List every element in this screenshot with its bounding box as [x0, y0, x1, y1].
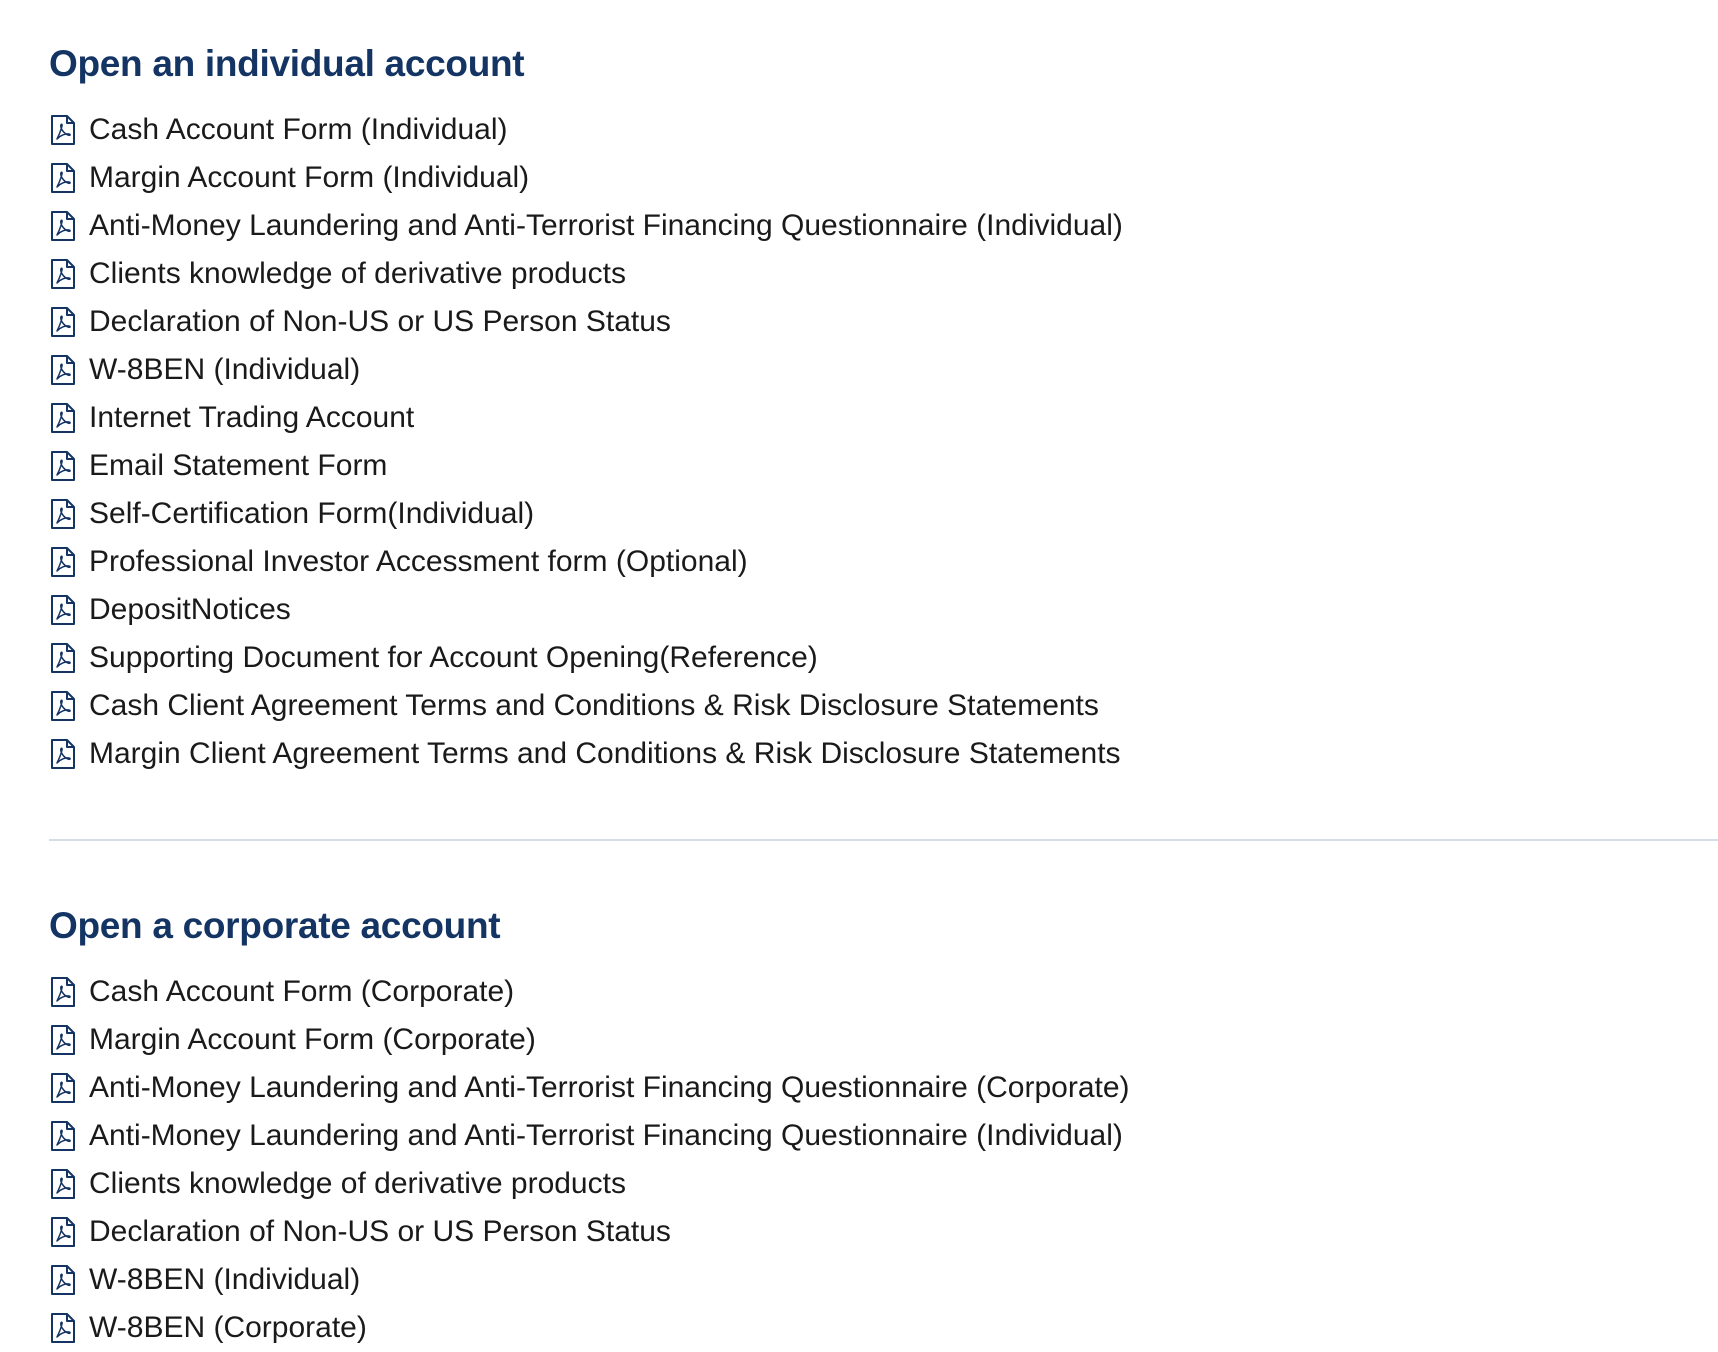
- document-link-label[interactable]: Margin Account Form (Corporate): [89, 1023, 536, 1056]
- pdf-icon: [49, 210, 77, 242]
- document-link-label[interactable]: Cash Client Agreement Terms and Conditions & Risk Disclosure Statements: [89, 689, 1099, 722]
- pdf-icon: [49, 1264, 77, 1296]
- document-link[interactable]: [49, 968, 1718, 1016]
- document-link[interactable]: [49, 1208, 1718, 1256]
- pdf-icon: [49, 450, 77, 482]
- document-link[interactable]: [49, 538, 1718, 586]
- document-link-label[interactable]: Professional Investor Accessment form (Optional): [89, 545, 748, 578]
- pdf-icon: [49, 642, 77, 674]
- pdf-icon: [49, 738, 77, 770]
- section-divider: [49, 839, 1718, 841]
- document-link[interactable]: [49, 154, 1718, 202]
- document-link[interactable]: [49, 1160, 1718, 1208]
- document-link[interactable]: [49, 730, 1718, 778]
- pdf-icon: [49, 546, 77, 578]
- pdf-icon: [49, 690, 77, 722]
- document-link-label[interactable]: W-8BEN (Individual): [89, 1263, 361, 1296]
- document-link-label[interactable]: Margin Client Agreement Terms and Conditions & Risk Disclosure Statements: [89, 737, 1121, 770]
- document-link[interactable]: [49, 1064, 1718, 1112]
- pdf-icon: [49, 258, 77, 290]
- document-link-label[interactable]: Cash Account Form (Individual): [89, 113, 508, 146]
- pdf-icon: [49, 1072, 77, 1104]
- document-link-label[interactable]: Supporting Document for Account Opening(Reference): [89, 641, 818, 674]
- document-link-label[interactable]: Email Statement Form: [89, 449, 388, 482]
- pdf-icon: [49, 1120, 77, 1152]
- document-link[interactable]: [49, 490, 1718, 538]
- document-link-label[interactable]: Anti-Money Laundering and Anti-Terrorist Financing Questionnaire (Individual): [89, 209, 1123, 242]
- document-link[interactable]: [49, 250, 1718, 298]
- document-link-label[interactable]: Declaration of Non-US or US Person Status: [89, 1215, 671, 1248]
- document-link[interactable]: [49, 682, 1718, 730]
- pdf-icon: [49, 1024, 77, 1056]
- section-title-corporate: Open a corporate account: [49, 905, 501, 946]
- pdf-icon: [49, 114, 77, 146]
- pdf-icon: [49, 1168, 77, 1200]
- document-link-label[interactable]: Self-Certification Form(Individual): [89, 497, 535, 530]
- document-link-label[interactable]: W-8BEN (Individual): [89, 353, 361, 386]
- pdf-icon: [49, 402, 77, 434]
- document-link[interactable]: [49, 106, 1718, 154]
- document-link[interactable]: [49, 346, 1718, 394]
- document-list-individual: [49, 106, 1718, 778]
- document-link[interactable]: [49, 394, 1718, 442]
- document-link-label[interactable]: Clients knowledge of derivative products: [89, 257, 626, 290]
- document-link[interactable]: [49, 586, 1718, 634]
- pdf-icon: [49, 594, 77, 626]
- section-title-individual: Open an individual account: [49, 43, 525, 84]
- pdf-icon: [49, 354, 77, 386]
- pdf-icon: [49, 976, 77, 1008]
- document-link[interactable]: [49, 634, 1718, 682]
- document-link[interactable]: [49, 202, 1718, 250]
- pdf-icon: [49, 498, 77, 530]
- pdf-icon: [49, 162, 77, 194]
- document-link-label[interactable]: DepositNotices: [89, 593, 291, 626]
- pdf-icon: [49, 306, 77, 338]
- document-link-label[interactable]: W-8BEN (Corporate): [89, 1311, 367, 1344]
- document-link[interactable]: [49, 1016, 1718, 1064]
- document-link-label[interactable]: Anti-Money Laundering and Anti-Terrorist Financing Questionnaire (Individual): [89, 1119, 1123, 1152]
- pdf-icon: [49, 1216, 77, 1248]
- document-link[interactable]: [49, 1256, 1718, 1304]
- document-link[interactable]: [49, 298, 1718, 346]
- document-link-label[interactable]: Declaration of Non-US or US Person Status: [89, 305, 671, 338]
- document-link-label[interactable]: Margin Account Form (Individual): [89, 161, 530, 194]
- document-link-label[interactable]: Clients knowledge of derivative products: [89, 1167, 626, 1200]
- document-link[interactable]: [49, 1112, 1718, 1160]
- pdf-icon: [49, 1312, 77, 1344]
- document-link-label[interactable]: Cash Account Form (Corporate): [89, 975, 515, 1008]
- document-link[interactable]: [49, 1304, 1718, 1352]
- document-link[interactable]: [49, 442, 1718, 490]
- document-link-label[interactable]: Internet Trading Account: [89, 401, 415, 434]
- document-list-corporate: [49, 968, 1718, 1352]
- document-link-label[interactable]: Anti-Money Laundering and Anti-Terrorist Financing Questionnaire (Corporate): [89, 1071, 1130, 1104]
- corporate-account-section: [49, 898, 1718, 1352]
- individual-account-section: [49, 36, 1718, 778]
